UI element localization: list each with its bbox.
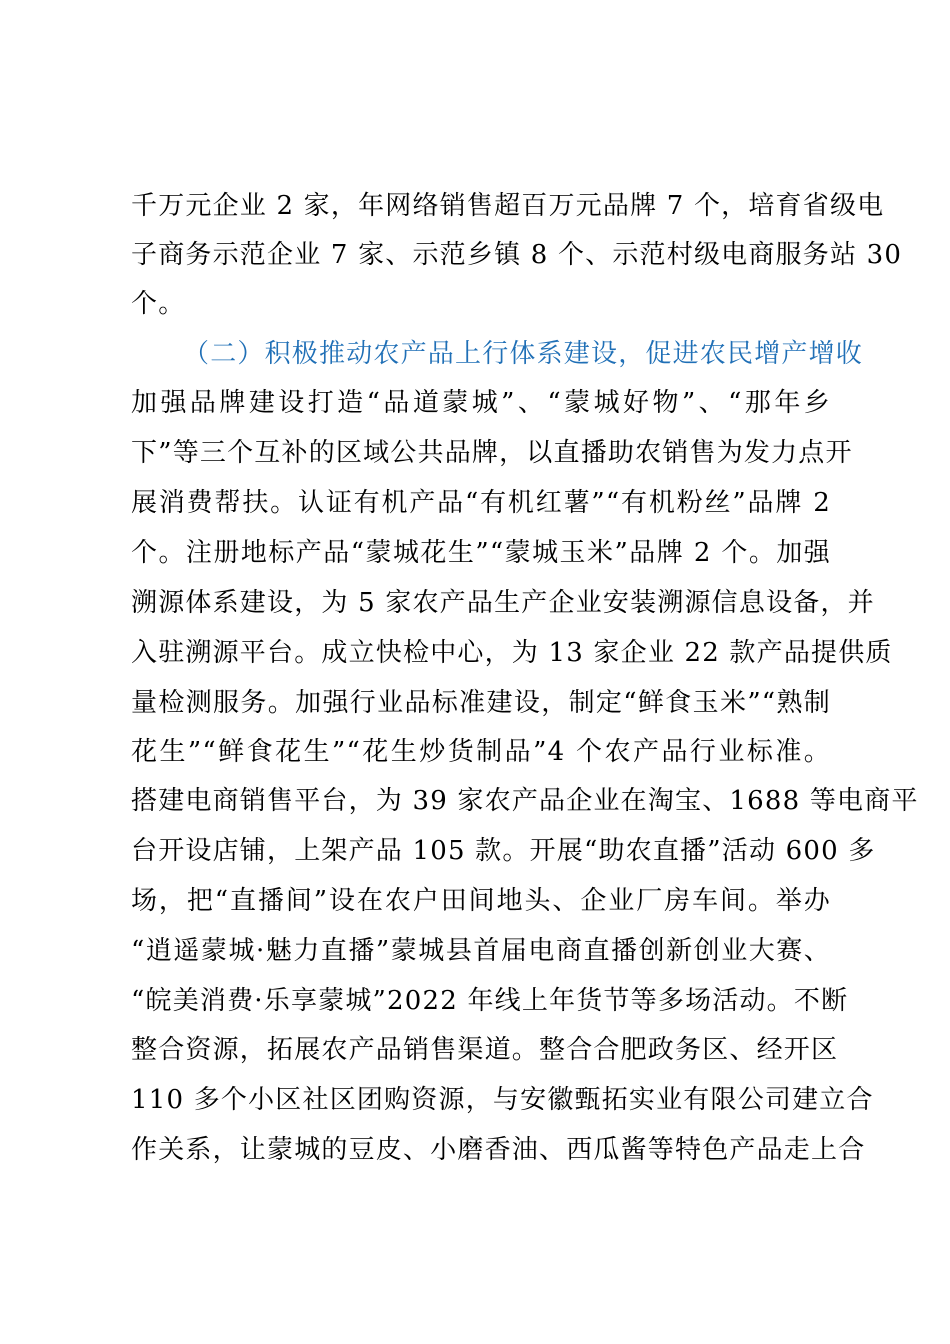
body-line-5: 加强品牌建设打造“品道蒙城”、“蒙城好物”、“那年乡 (131, 388, 831, 418)
body-line-20: 作关系，让蒙城的豆皮、小磨香油、西瓜酱等特色产品走上合 (131, 1135, 866, 1165)
body-line-3: 个。 (131, 289, 186, 319)
body-line-6: 下”等三个互补的区域公共品牌，以直播助农销售为发力点开 (131, 438, 853, 468)
body-line-17: “皖美消费·乐享蒙城”2022 年线上年货节等多场活动。不断 (131, 986, 849, 1016)
body-line-12: 花生”“鲜食花生”“花生炒货制品”4 个农产品行业标准。 (131, 737, 831, 767)
body-line-8: 个。注册地标产品“蒙城花生”“蒙城玉米”品牌 2 个。加强 (131, 538, 831, 568)
body-line-16: “逍遥蒙城·魅力直播”蒙城县首届电商直播创新创业大赛、 (131, 936, 831, 966)
body-line-9: 溯源体系建设，为 5 家农产品生产企业安装溯源信息设备，并 (131, 588, 875, 618)
body-line-15: 场，把“直播间”设在农户田间地头、企业厂房车间。举办 (131, 886, 831, 916)
body-line-11: 量检测服务。加强行业品标准建设，制定“鲜食玉米”“熟制 (131, 688, 831, 718)
body-line-7: 展消费帮扶。认证有机产品“有机红薯”“有机粉丝”品牌 2 (131, 488, 831, 518)
body-line-14: 台开设店铺，上架产品 105 款。开展“助农直播”活动 600 多 (131, 836, 876, 866)
body-line-18: 整合资源，拓展农产品销售渠道。整合合肥政务区、经开区 (131, 1035, 839, 1065)
section-heading: （二）积极推动农产品上行体系建设，促进农民增产增收 (183, 339, 864, 369)
body-line-10: 入驻溯源平台。成立快检中心，为 13 家企业 22 款产品提供质 (131, 638, 893, 668)
body-line-13: 搭建电商销售平台，为 39 家农产品企业在淘宝、1688 等电商平 (131, 786, 919, 816)
body-line-2: 子商务示范企业 7 家、示范乡镇 8 个、示范村级电商服务站 30 (131, 240, 903, 270)
body-line-1: 千万元企业 2 家，年网络销售超百万元品牌 7 个，培育省级电 (131, 191, 885, 221)
body-line-19: 110 多个小区社区团购资源，与安徽甄拓实业有限公司建立合 (131, 1085, 874, 1115)
